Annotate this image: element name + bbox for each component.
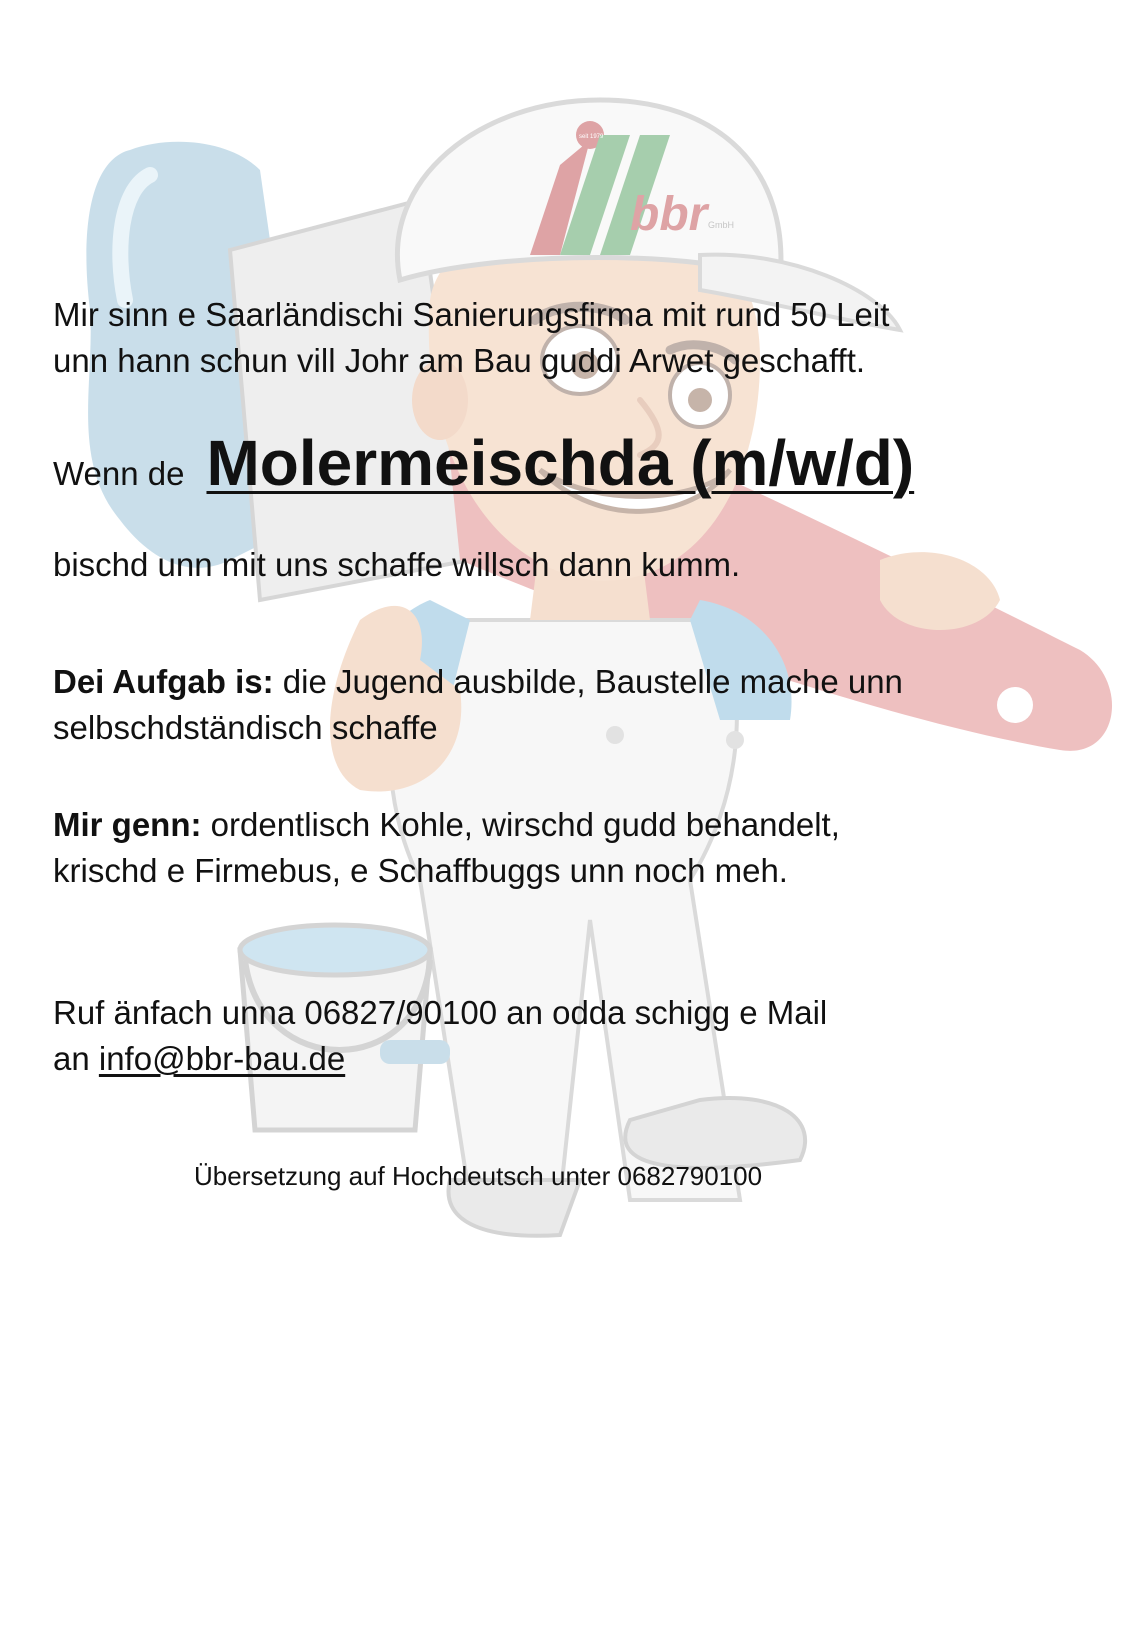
contact-line-2-prefix: an — [53, 1040, 99, 1077]
email-link[interactable]: info@bbr-bau.de — [98, 1040, 346, 1077]
logo-suffix: GmbH — [708, 220, 735, 230]
benefits-text-line-2: krischd e Firmebus, e Schaffbuggs unn noch meh. — [53, 852, 788, 889]
invitation-line: bischd unn mit uns schaffe willsch dann kumm. — [53, 546, 741, 583]
translation-note: Übersetzung auf Hochdeutsch unter 0682790100 — [194, 1161, 763, 1191]
intro-line-2: unn hann schun vill Johr am Bau guddi Arwet geschafft. — [53, 342, 866, 379]
contact-paragraph — [53, 990, 827, 1082]
benefits-paragraph — [53, 802, 840, 894]
tasks-label: Dei Aufgab is: — [53, 663, 274, 700]
logo-text: bbr — [630, 188, 708, 241]
job-title: Molermeischda (m/w/d) — [206, 427, 915, 499]
contact-line-1: Ruf änfach unna 06827/90100 an odda schigg e Mail — [53, 994, 828, 1031]
intro-paragraph — [53, 292, 889, 384]
benefits-text-line-1: ordentlisch Kohle, wirschd gudd behandelt, — [201, 806, 840, 843]
headline-line — [53, 427, 915, 499]
tasks-paragraph — [53, 659, 903, 751]
intro-line-1: Mir sinn e Saarländischi Sanierungsfirma mit rund 50 Leit — [53, 296, 890, 333]
benefits-label: Mir genn: — [53, 806, 202, 843]
tasks-text-line-1: die Jugend ausbilde, Baustelle mache unn — [273, 663, 903, 700]
logo-badge: seit 1979 — [579, 134, 604, 140]
tasks-text-line-2: selbschdständisch schaffe — [53, 709, 438, 746]
headline-prefix: Wenn de — [53, 455, 185, 492]
